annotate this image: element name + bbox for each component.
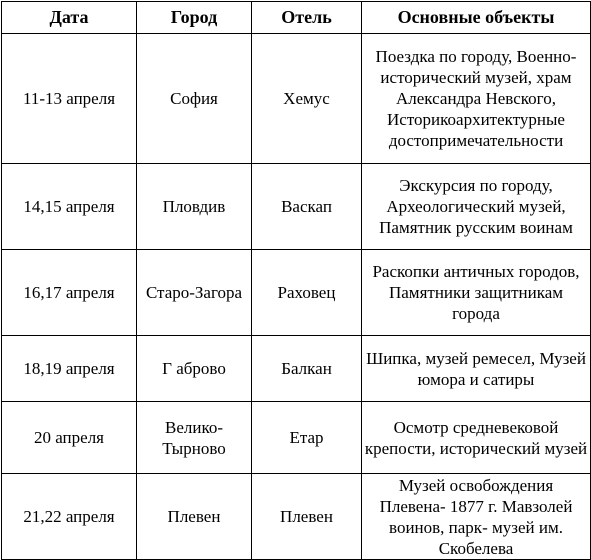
hotel-cell: Етар (252, 402, 362, 474)
date-cell: 21,22 апреля (2, 474, 137, 560)
hotel-cell: Васкап (252, 164, 362, 250)
sights-cell: Раскопки античных городов, Памятники защитникам города (362, 250, 591, 336)
table-row (2, 336, 591, 402)
sights-cell: Музей освобождения Плевена- 1877 г. Мавзолей воинов, парк- музей им. Скобелева (362, 474, 591, 560)
city-cell: Велико-Тырново (137, 402, 252, 474)
hotel-cell: Хемус (252, 34, 362, 164)
table-row (2, 250, 591, 336)
hotel-cell: Раховец (252, 250, 362, 336)
table-row (2, 474, 591, 560)
date-cell: 16,17 апреля (2, 250, 137, 336)
date-cell: 20 апреля (2, 402, 137, 474)
sights-cell: Осмотр средневековой крепости, исторический музей (362, 402, 591, 474)
date-cell: 11-13 апреля (2, 34, 137, 164)
header-city: Город (137, 2, 252, 34)
date-cell: 18,19 апреля (2, 336, 137, 402)
header-hotel: Отель (252, 2, 362, 34)
header-sights: Основные объекты (362, 2, 591, 34)
table-row (2, 164, 591, 250)
header-date: Дата (2, 2, 137, 34)
table-row (2, 34, 591, 164)
city-cell: Старо-Загора (137, 250, 252, 336)
table-row (2, 402, 591, 474)
city-cell: Г аброво (137, 336, 252, 402)
hotel-cell: Плевен (252, 474, 362, 560)
table-header-row (2, 2, 591, 34)
city-cell: Пловдив (137, 164, 252, 250)
sights-cell: Шипка, музей ремесел, Музей юмора и сатиры (362, 336, 591, 402)
city-cell: София (137, 34, 252, 164)
sights-cell: Экскурсия по городу, Археологический музей, Памятник русским воинам (362, 164, 591, 250)
date-cell: 14,15 апреля (2, 164, 137, 250)
itinerary-table (1, 1, 591, 560)
hotel-cell: Балкан (252, 336, 362, 402)
city-cell: Плевен (137, 474, 252, 560)
sights-cell: Поездка по городу, Военно-исторический музей, храм Александра Невского, Историкоархитектурные достопримечательности (362, 34, 591, 164)
